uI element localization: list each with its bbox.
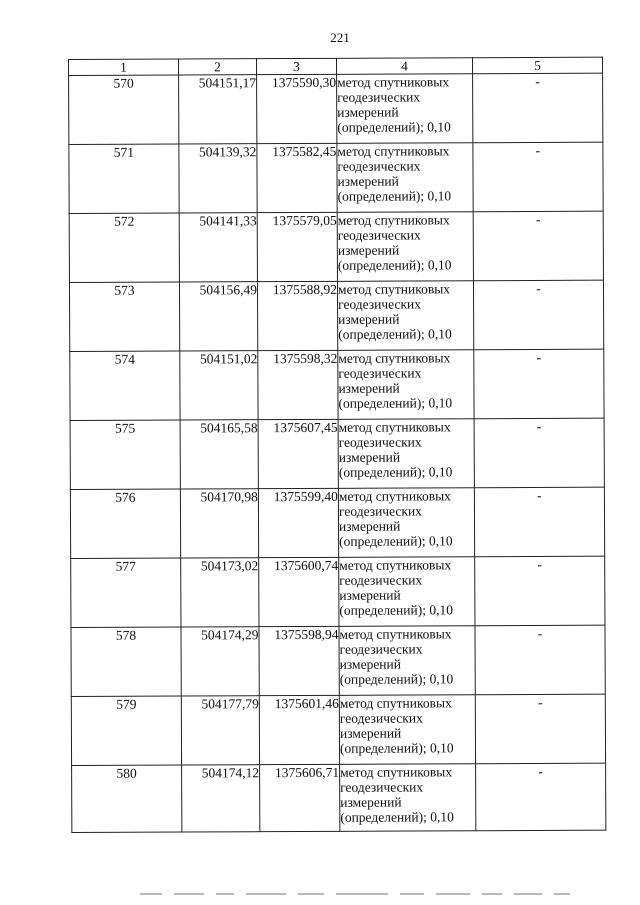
scan-artifact-footer — [140, 893, 600, 899]
method-line-3: измерений — [340, 794, 402, 810]
table-row — [69, 280, 603, 351]
header-col-5: 5 — [472, 57, 602, 74]
method-line-4: (определений); 0,10 — [338, 326, 452, 342]
method-line-1: метод спутниковых — [337, 74, 450, 90]
coordinate-x: 504177,79 — [181, 696, 259, 765]
method-line-4: (определений); 0,10 — [339, 602, 453, 618]
method-line-1: метод спутниковых — [338, 419, 451, 435]
method-line-4: (определений); 0,10 — [339, 533, 453, 549]
table-row — [69, 211, 603, 282]
method-and-accuracy — [337, 74, 473, 144]
method-line-1: метод спутниковых — [338, 488, 451, 504]
table-row — [70, 487, 604, 558]
method-and-accuracy — [339, 557, 475, 627]
method-and-accuracy — [337, 143, 473, 213]
method-line-3: измерений — [339, 656, 402, 672]
note-cell: - — [475, 556, 605, 626]
coordinate-x: 504151,02 — [180, 351, 258, 420]
coordinate-x: 504165,58 — [180, 420, 258, 489]
method-line-4: (определений); 0,10 — [339, 671, 454, 687]
table-row — [69, 73, 603, 144]
method-and-accuracy — [337, 212, 473, 282]
method-line-3: измерений — [339, 518, 401, 534]
method-line-1: метод спутниковых — [337, 143, 450, 159]
table-row — [71, 625, 605, 696]
coordinate-x: 504139,32 — [179, 144, 257, 213]
method-line-3: измерений — [337, 242, 400, 258]
coordinate-y: 1375579,05 — [257, 212, 337, 281]
note-cell: - — [473, 142, 603, 212]
method-line-2: геодезических — [339, 572, 423, 588]
note-cell: - — [474, 487, 604, 557]
method-and-accuracy — [338, 488, 474, 558]
note-cell: - — [474, 418, 604, 488]
note-cell: - — [473, 73, 603, 143]
method-line-3: измерений — [339, 725, 402, 741]
method-line-3: измерений — [337, 173, 399, 189]
point-number: 573 — [69, 282, 179, 351]
method-line-2: геодезических — [337, 227, 421, 243]
table-row — [71, 556, 605, 627]
method-line-4: (определений); 0,10 — [340, 809, 454, 825]
point-number: 577 — [71, 558, 181, 627]
method-and-accuracy — [339, 626, 475, 696]
method-line-1: метод спутниковых — [337, 281, 451, 297]
header-col-2: 2 — [179, 59, 257, 75]
coordinate-x: 504174,29 — [181, 627, 259, 696]
method-line-1: метод спутниковых — [339, 695, 452, 711]
method-line-3: измерений — [338, 449, 401, 465]
coordinate-y: 1375588,92 — [257, 281, 337, 350]
coordinate-x: 504173,02 — [181, 558, 259, 627]
coordinate-x: 504156,49 — [179, 282, 257, 351]
coordinate-y: 1375598,94 — [259, 626, 339, 695]
header-col-1: 1 — [69, 59, 179, 75]
point-number: 572 — [69, 213, 179, 282]
method-line-1: метод спутниковых — [340, 764, 453, 780]
header-col-4: 4 — [336, 58, 472, 75]
point-number: 570 — [69, 75, 179, 144]
note-cell: - — [475, 694, 605, 764]
page-number: 221 — [330, 30, 350, 45]
coordinate-y: 1375600,74 — [259, 557, 339, 626]
coordinate-x: 504174,12 — [182, 765, 260, 832]
method-line-2: геодезических — [340, 779, 424, 795]
method-line-4: (определений); 0,10 — [338, 395, 453, 411]
coordinate-x: 504141,33 — [179, 213, 257, 282]
method-line-4: (определений); 0,10 — [338, 464, 453, 480]
method-and-accuracy — [338, 350, 474, 420]
table-row — [71, 694, 605, 765]
coordinate-y: 1375590,30 — [257, 74, 337, 143]
note-cell: - — [474, 349, 604, 419]
method-line-4: (определений); 0,10 — [337, 119, 451, 135]
method-line-3: измерений — [338, 380, 400, 396]
point-number: 571 — [69, 144, 179, 213]
method-line-2: геодезических — [339, 641, 423, 657]
method-line-1: метод спутниковых — [337, 212, 450, 228]
table-row — [70, 418, 604, 489]
method-line-2: геодезических — [339, 710, 423, 726]
method-and-accuracy — [337, 281, 473, 351]
header-col-3: 3 — [257, 58, 337, 74]
coordinates-table — [68, 57, 606, 833]
method-and-accuracy — [339, 695, 475, 765]
method-line-4: (определений); 0,10 — [337, 188, 452, 204]
method-line-2: геодезических — [338, 296, 422, 312]
method-and-accuracy — [340, 764, 476, 832]
coordinate-x: 504170,98 — [180, 489, 258, 558]
note-cell: - — [476, 763, 606, 831]
table-row — [69, 142, 603, 213]
method-line-1: метод спутниковых — [338, 350, 451, 366]
coordinate-y: 1375599,40 — [258, 488, 338, 557]
table-row — [72, 763, 606, 832]
point-number: 580 — [72, 765, 182, 832]
method-line-2: геодезических — [338, 503, 422, 519]
coordinate-y: 1375598,32 — [258, 350, 338, 419]
method-line-2: геодезических — [338, 365, 422, 381]
note-cell: - — [473, 211, 603, 281]
point-number: 578 — [71, 627, 181, 696]
point-number: 575 — [70, 420, 180, 489]
point-number: 574 — [70, 351, 180, 420]
note-cell: - — [473, 280, 603, 350]
method-line-1: метод спутниковых — [339, 626, 452, 642]
method-line-2: геодезических — [337, 89, 421, 105]
table-row — [70, 349, 604, 420]
coordinate-y: 1375582,45 — [257, 143, 337, 212]
note-cell: - — [475, 625, 605, 695]
method-line-3: измерений — [338, 311, 400, 327]
method-and-accuracy — [338, 419, 474, 489]
method-line-2: геодезических — [337, 158, 421, 174]
method-line-4: (определений); 0,10 — [339, 740, 454, 756]
coordinate-y: 1375601,46 — [259, 695, 339, 764]
coordinate-x: 504151,17 — [179, 75, 257, 144]
point-number: 579 — [71, 696, 181, 765]
method-line-3: измерений — [339, 587, 401, 603]
point-number: 576 — [70, 489, 180, 558]
method-line-1: метод спутниковых — [339, 557, 452, 573]
method-line-3: измерений — [337, 104, 399, 120]
coordinate-y: 1375607,45 — [258, 419, 338, 488]
method-line-2: геодезических — [338, 434, 422, 450]
method-line-4: (определений); 0,10 — [337, 257, 452, 273]
coordinate-y: 1375606,71 — [260, 764, 340, 831]
